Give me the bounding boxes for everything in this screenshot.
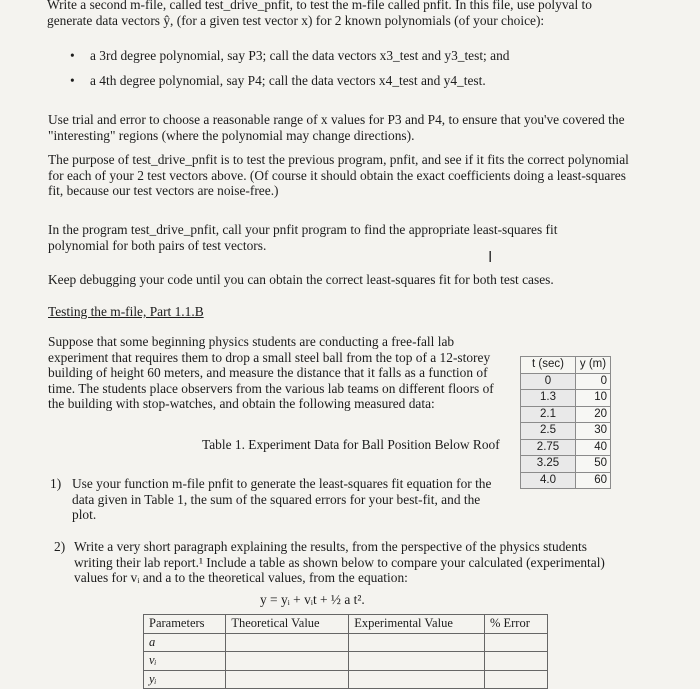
bullet-item-p3: • a 3rd degree polynomial, say P3; call the data vectors x3_test and y3_test; and xyxy=(72,48,632,64)
parameter-cell: a xyxy=(144,633,226,652)
debug-paragraph: Keep debugging your code until you can obtain the correct least-squares fit for both test cases. xyxy=(48,272,554,287)
time-cell: 4.0 xyxy=(521,472,576,489)
bullet-item-p4: • a 4th degree polynomial, say P4; call the data vectors x4_test and y4_test. xyxy=(72,73,632,89)
table-row xyxy=(144,670,548,689)
section-heading: Testing the m-file, Part 1.1.B xyxy=(48,304,204,319)
intro-line-1: Write a second m-file, called test_drive_pnfit, to test the m-file called pnfit. In this file, use polyval to xyxy=(47,0,592,12)
table-row xyxy=(521,456,611,473)
header-theoretical: Theoretical Value xyxy=(226,615,349,634)
parameter-cell: vᵢ xyxy=(144,652,226,671)
header-percent-error: % Error xyxy=(484,615,547,634)
experiment-data-table xyxy=(520,356,611,489)
time-cell: 1.3 xyxy=(521,390,576,407)
question-2-text: Write a very short paragraph explaining the results, from the perspective of the physics students writing their lab report.¹ Include a table as shown below to compare your calculated (experimental) values for vᵢ and a to the theoretical values, from the equation: xyxy=(74,539,605,585)
program-paragraph: In the program test_drive_pnfit, call your pnfit program to find the appropriate least-squares fit polynomial for both pairs of test vectors. xyxy=(48,222,558,253)
table-row xyxy=(144,652,548,671)
question-2-number: 2) xyxy=(54,539,66,554)
table-header-row xyxy=(521,357,611,374)
time-cell: 2.5 xyxy=(521,423,576,440)
header-experimental: Experimental Value xyxy=(349,615,485,634)
polynomial-bullet-list xyxy=(72,48,632,97)
header-distance: y (m) xyxy=(576,357,611,374)
table-row xyxy=(144,633,548,652)
time-cell: 2.75 xyxy=(521,439,576,456)
question-1-text: Use your function m-file pnfit to generate the least-squares fit equation for the data given in Table 1, the sum of the squared errors for your best-fit, and the plot. xyxy=(72,476,492,522)
physics-paragraph: Suppose that some beginning physics students are conducting a free-fall lab experiment that requires them to drop a small steel ball from the top of a 12-storey building of height 60 meters, and measure the distance that it falls as a function of time. The students place observers from the various lab teams on different floors of the building with stop-watches, and obtain the following measured data: xyxy=(48,334,494,411)
distance-cell: 60 xyxy=(576,472,611,489)
table-row xyxy=(521,439,611,456)
header-time: t (sec) xyxy=(521,357,576,374)
distance-cell: 0 xyxy=(576,373,611,390)
header-parameters: Parameters xyxy=(144,615,226,634)
parameter-cell: yᵢ xyxy=(144,670,226,689)
distance-cell: 20 xyxy=(576,406,611,423)
question-1-number: 1) xyxy=(50,476,62,491)
time-cell: 3.25 xyxy=(521,456,576,473)
distance-cell: 40 xyxy=(576,439,611,456)
distance-cell: 30 xyxy=(576,423,611,440)
table-caption: Table 1. Experiment Data for Ball Position Below Roof xyxy=(202,437,500,452)
kinematics-equation: y = yᵢ + vᵢt + ½ a t². xyxy=(260,592,365,607)
table-row xyxy=(521,373,611,390)
table-row xyxy=(521,390,611,407)
table-row xyxy=(521,472,611,489)
table-row xyxy=(521,406,611,423)
intro-line-2: generate data vectors ŷ, (for a given test vector x) for 2 known polynomials (of your choice): xyxy=(47,13,545,28)
time-cell: 0 xyxy=(521,373,576,390)
comparison-table xyxy=(143,614,548,689)
purpose-paragraph: The purpose of test_drive_pnfit is to test the previous program, pnfit, and see if it fits the correct polynomial for each of your 2 test vectors above. (Of course it should obtain the exact coefficients doing a least-squares fit, because our test vectors are noise-free.) xyxy=(48,152,629,198)
trial-error-paragraph: Use trial and error to choose a reasonable range of x values for P3 and P4, to ensure that you've covered the "interesting" regions (where the polynomial may change directions). xyxy=(48,112,625,143)
table-row xyxy=(521,423,611,440)
time-cell: 2.1 xyxy=(521,406,576,423)
distance-cell: 10 xyxy=(576,390,611,407)
comparison-header-row xyxy=(144,615,548,634)
distance-cell: 50 xyxy=(576,456,611,473)
text-cursor-icon: I xyxy=(488,248,493,266)
